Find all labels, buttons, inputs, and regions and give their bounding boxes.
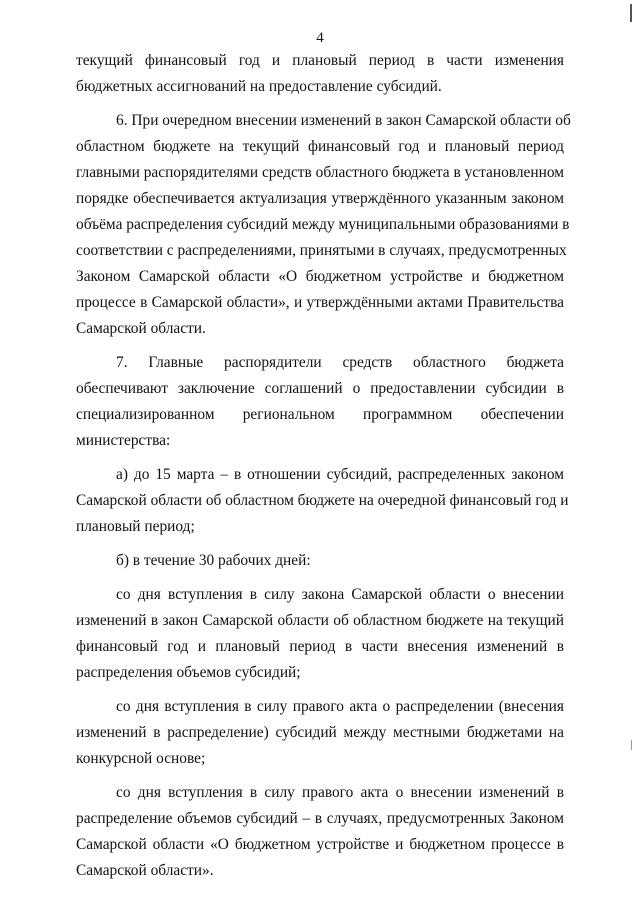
text-line: Самарской области об областном бюджете на очередной финансовый год и: [76, 492, 569, 509]
text-line: Самарской области».: [76, 862, 214, 879]
text-line: областном бюджете на текущий финансовый год и плановый период: [76, 138, 564, 155]
text-line: министерства:: [76, 432, 171, 449]
text-line: финансовый год и плановый период в части внесения изменений в: [76, 638, 564, 655]
text-line: специализированном региональном программном обеспечении: [76, 406, 564, 423]
text-line: процессе в Самарской области», и утверждёнными актами Правительства: [76, 294, 564, 311]
text-line: б) в течение 30 рабочих дней:: [116, 552, 311, 569]
text-line: порядке обеспечивается актуализация утверждённого указанным законом: [76, 190, 564, 207]
text-line: распределение объемов субсидий – в случаях, предусмотренных Законом: [76, 810, 564, 827]
document-body: [76, 48, 571, 884]
text-line: 7. Главные распорядители средств областного бюджета: [116, 354, 564, 371]
text-line: конкурсной основе;: [76, 750, 206, 767]
scan-edge-mark: [630, 4, 632, 22]
text-line: со дня вступления в силу закона Самарской области о внесении: [116, 586, 564, 603]
text-line: изменений в закон Самарской области об областном бюджете на текущий: [76, 612, 564, 629]
text-line: распределения объемов субсидий;: [76, 664, 301, 681]
text-line: Самарской области «О бюджетном устройстве и бюджетном процессе в: [76, 836, 564, 853]
text-line: обеспечивают заключение соглашений о предоставлении субсидии в: [76, 380, 564, 397]
text-line: со дня вступления в силу правого акта о распределении (внесения: [116, 698, 564, 715]
text-line: а) до 15 марта – в отношении субсидий, распределенных законом: [116, 466, 564, 483]
text-line: бюджетных ассигнований на предоставление субсидий.: [76, 78, 442, 95]
text-line: 6. При очередном внесении изменений в закон Самарской области об: [116, 112, 571, 129]
text-line: плановый период;: [76, 518, 195, 535]
text-line: главными распорядителями средств областного бюджета в установленном: [76, 164, 564, 181]
text-line: текущий финансовый год и плановый период в части изменения: [76, 52, 564, 69]
text-line: соответствии с распределениями, принятыми в случаях, предусмотренных: [76, 242, 567, 259]
scan-edge-mark: [631, 740, 632, 750]
text-line: со дня вступления в силу правого акта о внесении изменений в: [116, 784, 564, 801]
text-line: Самарской области.: [76, 320, 206, 337]
text-line: изменений в распределение) субсидий между местными бюджетами на: [76, 724, 564, 741]
text-line: объёма распределения субсидий между муниципальными образованиями в: [76, 216, 570, 233]
text-line: Законом Самарской области «О бюджетном устройстве и бюджетном: [76, 268, 564, 285]
page-number: 4: [316, 30, 324, 46]
